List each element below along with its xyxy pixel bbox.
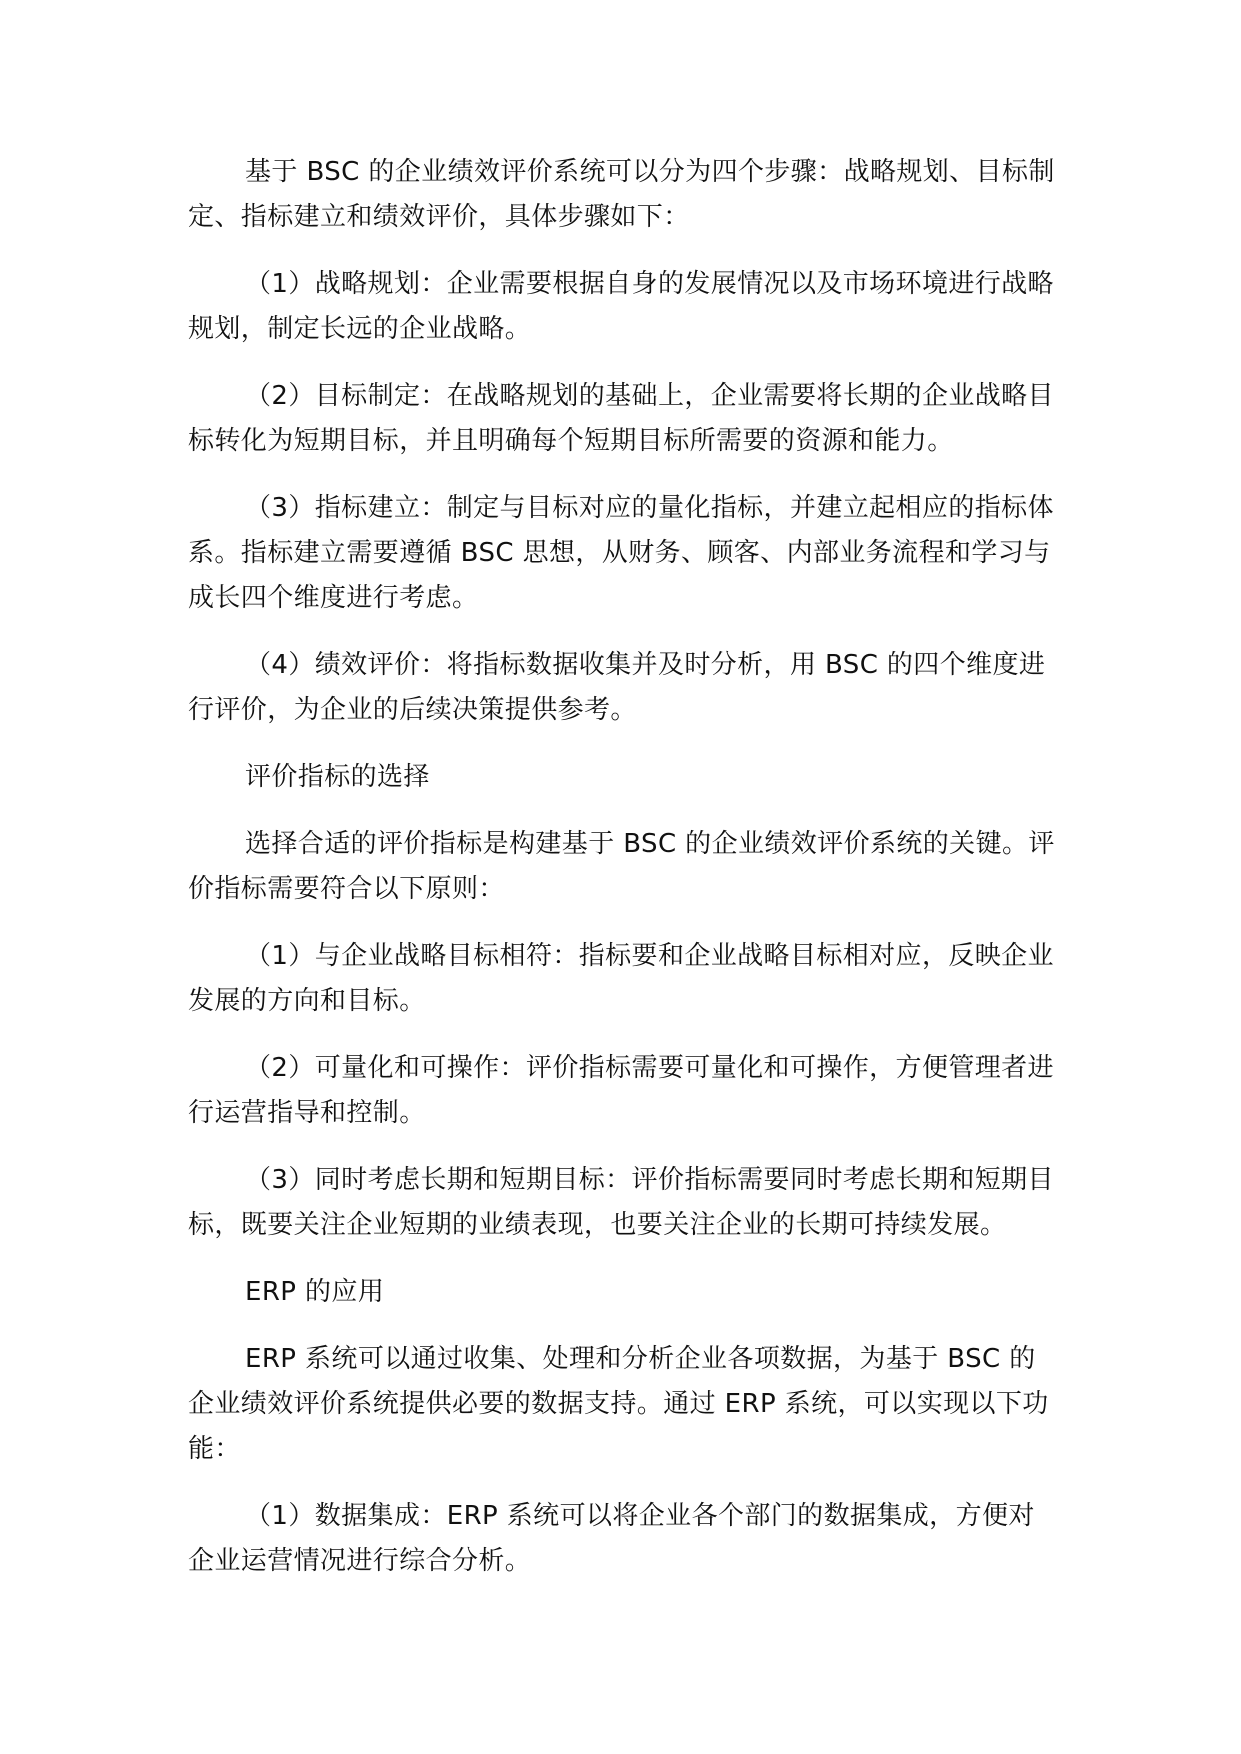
- paragraph-step-1: （1）战略规划：企业需要根据自身的发展情况以及市场环境进行战略规划，制定长远的企业战略。: [188, 269, 1054, 344]
- paragraph-indicator-intro: 选择合适的评价指标是构建基于 BSC 的企业绩效评价系统的关键。评价指标需要符合以下原则：: [188, 829, 1055, 904]
- paragraph-step-4: （4）绩效评价：将指标数据收集并及时分析，用 BSC 的四个维度进行评价，为企业的后续决策提供参考。: [188, 650, 1046, 725]
- paragraph-intro: 基于 BSC 的企业绩效评价系统可以分为四个步骤：战略规划、目标制定、指标建立和绩效评价，具体步骤如下：: [188, 157, 1055, 232]
- section-heading-erp: ERP 的应用: [245, 1277, 385, 1307]
- paragraph-step-2: （2）目标制定：在战略规划的基础上，企业需要将长期的企业战略目标转化为短期目标，并且明确每个短期目标所需要的资源和能力。: [188, 381, 1054, 456]
- paragraph-erp-function-1: （1）数据集成：ERP 系统可以将企业各个部门的数据集成，方便对企业运营情况进行综合分析。: [188, 1501, 1035, 1576]
- paragraph-erp-intro: ERP 系统可以通过收集、处理和分析企业各项数据，为基于 BSC 的企业绩效评价系统提供必要的数据支持。通过 ERP 系统，可以实现以下功能：: [188, 1344, 1049, 1464]
- paragraph-principle-1: （1）与企业战略目标相符：指标要和企业战略目标相对应，反映企业发展的方向和目标。: [188, 941, 1054, 1016]
- paragraph-principle-2: （2）可量化和可操作：评价指标需要可量化和可操作，方便管理者进行运营指导和控制。: [188, 1053, 1054, 1128]
- document-body: [188, 150, 1058, 1584]
- paragraph-step-3: （3）指标建立：制定与目标对应的量化指标，并建立起相应的指标体系。指标建立需要遵循 BSC 思想，从财务、顾客、内部业务流程和学习与成长四个维度进行考虑。: [188, 493, 1054, 613]
- section-heading-indicator-selection: 评价指标的选择: [245, 762, 430, 792]
- paragraph-principle-3: （3）同时考虑长期和短期目标：评价指标需要同时考虑长期和短期目标，既要关注企业短期的业绩表现，也要关注企业的长期可持续发展。: [188, 1165, 1054, 1240]
